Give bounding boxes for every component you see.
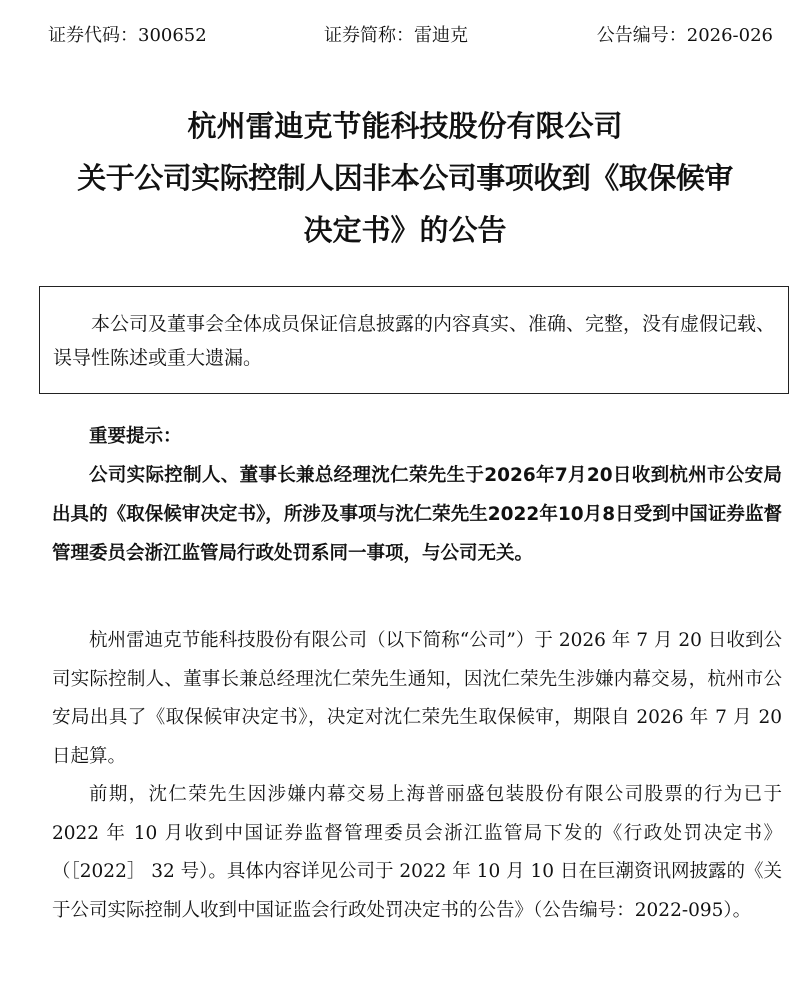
notice-number: 公告编号：2026-026 — [596, 25, 773, 46]
announcement-title — [20, 100, 790, 256]
announcement-header — [48, 22, 773, 50]
title-subject-line1: 关于公司实际控制人因非本公司事项收到《取保候审 — [77, 161, 733, 195]
title-subject-line2: 决定书》的公告 — [303, 213, 507, 247]
important-label: 重要提示： — [89, 426, 182, 447]
body-paragraph-1: 杭州雷迪克节能科技股份有限公司（以下简称“公司”）于 2026 年 7 月 20 日收到公司实际控制人、董事长兼总经理沈仁荣先生通知，因沈仁荣先生涉嫌内幕交易，杭州市公安局出具了《取保候审决定书》，决定对沈仁荣先生取保候审，期限自 2026 年 7 月 20 日起算。 — [52, 630, 782, 767]
stock-short-name: 证券简称：雷迪克 — [324, 25, 468, 46]
title-company: 杭州雷迪克节能科技股份有限公司 — [187, 109, 623, 143]
announcement-body — [52, 622, 782, 930]
body-paragraph-2: 前期，沈仁荣先生因涉嫌内幕交易上海普丽盛包装股份有限公司股票的行为已于 2022 年 10 月收到中国证券监督管理委员会浙江监管局下发的《行政处罚决定书》（［2022］ 32 号）。具体内容详见公司于 2022 年 10 月 10 日在巨潮资讯网披露的《关于公司实际控制人收到中国证监会行政处罚决定书的公告》（公告编号：2022-095）。 — [52, 784, 782, 921]
important-notice — [52, 417, 782, 573]
important-content: 公司实际控制人、董事长兼总经理沈仁荣先生于2026年7月20日收到杭州市公安局出具的《取保候审决定书》，所涉及事项与沈仁荣先生2022年10月8日受到中国证券监督管理委员会浙江监管局行政处罚系同一事项，与公司无关。 — [52, 465, 782, 564]
disclaimer-box: 本公司及董事会全体成员保证信息披露的内容真实、准确、完整，没有虚假记载、误导性陈述或重大遗漏。 — [39, 286, 789, 394]
stock-code: 证券代码：300652 — [48, 25, 207, 46]
